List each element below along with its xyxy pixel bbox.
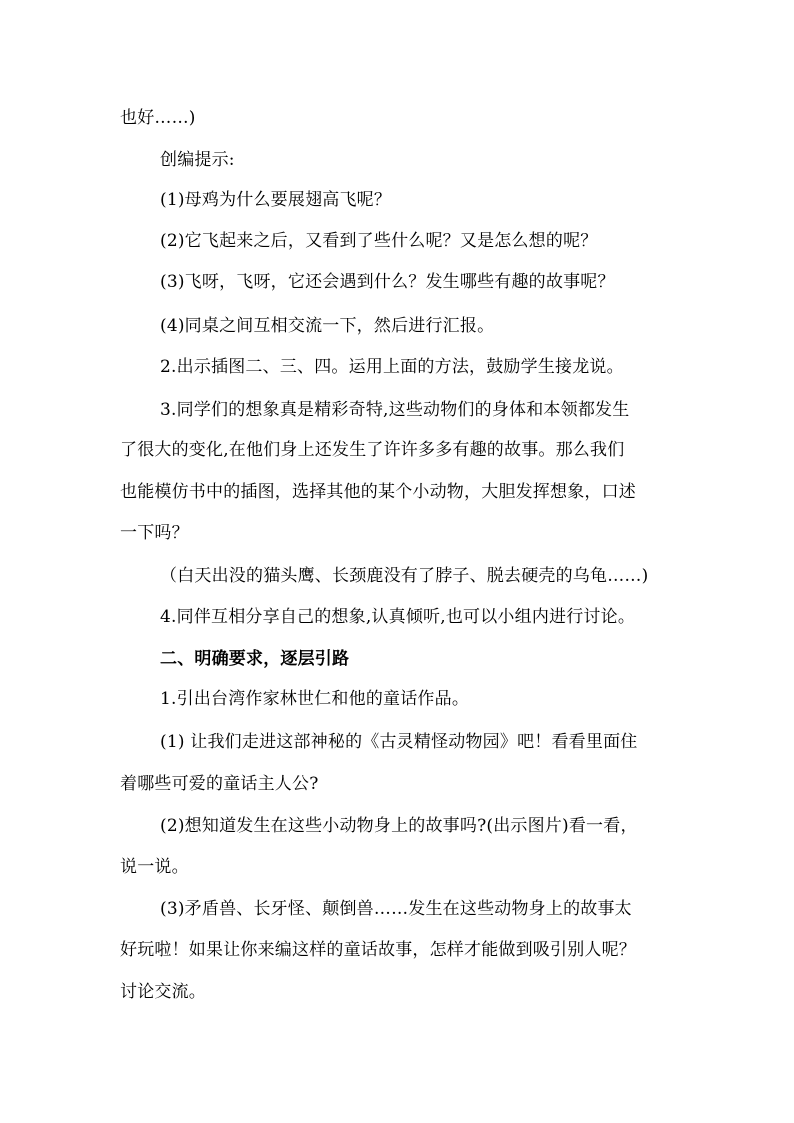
text-line: (2)它飞起来之后，又看到了些什么呢？又是怎么想的呢？ [160, 231, 598, 251]
text-line: 讨论交流。 [120, 982, 206, 1002]
text-line: (3)矛盾兽、长牙怪、颠倒兽……发生在这些动物身上的故事太 [160, 899, 632, 919]
text-line: 1.引出台湾作家林世仁和他的童话作品。 [160, 689, 470, 709]
text-line: 也能模仿书中的插图，选择其他的某个小动物，大胆发挥想象，口述 [120, 482, 636, 502]
section-heading: 二、明确要求，逐层引路 [160, 649, 350, 669]
text-line: (3)飞呀，飞呀，它还会遇到什么？发生哪些有趣的故事呢？ [160, 272, 615, 292]
text-line: 了很大的变化,在他们身上还发生了许许多多有趣的故事。那么我们 [120, 440, 625, 460]
text-line: 说一说。 [120, 857, 189, 877]
text-line: 3.同学们的想象真是精彩奇特,这些动物们的身体和本领都发生 [160, 400, 630, 420]
text-line: 创编提示: [160, 150, 235, 170]
text-line: 4.同伴互相分享自己的想象,认真倾听,也可以小组内进行讨论。 [160, 607, 636, 627]
text-line: (1)母鸡为什么要展翅高飞呢？ [160, 190, 392, 210]
text-line: 2.出示插图二、三、四。运用上面的方法，鼓励学生接龙说。 [160, 357, 624, 377]
text-line: 一下吗？ [120, 523, 189, 543]
text-line: 着哪些可爱的童话主人公? [120, 774, 319, 794]
text-line: 好玩啦！如果让你来编这样的童话故事，怎样才能做到吸引别人呢？ [120, 940, 636, 960]
text-line: (4)同桌之间互相交流一下，然后进行汇报。 [160, 316, 495, 336]
text-line: (2)想知道发生在这些小动物身上的故事吗?(出示图片)看一看， [160, 816, 638, 836]
text-line: 也好……) [120, 108, 196, 128]
text-line: (1) 让我们走进这部神秘的《古灵精怪动物园》吧！看看里面住 [160, 732, 638, 752]
text-line: （白天出没的猫头鹰、长颈鹿没有了脖子、脱去硬壳的乌龟……) [160, 566, 649, 586]
